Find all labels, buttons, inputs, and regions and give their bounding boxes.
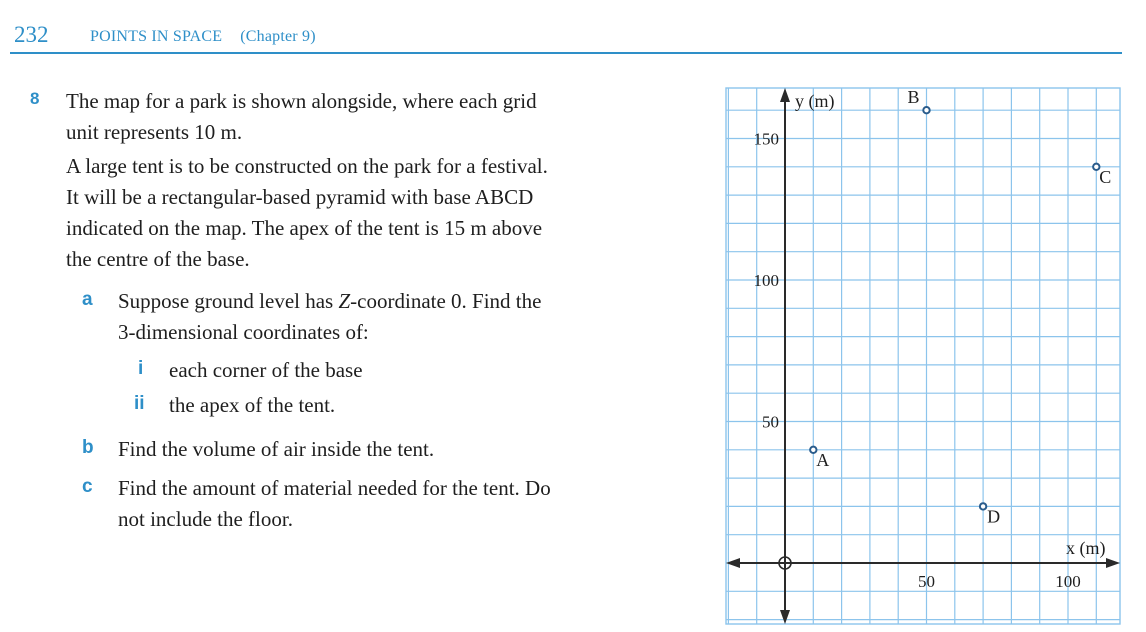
part-a-label: a (82, 289, 93, 310)
part-a-line2: 3-dimensional coordinates of: (118, 320, 369, 344)
y-tick-label: 50 (762, 412, 779, 432)
page-number: 232 (14, 22, 49, 47)
part-a-line1 (118, 286, 541, 317)
tick-labels (754, 130, 1081, 592)
y-tick-label: 100 (753, 271, 779, 290)
x-axis-label: x (m) (1066, 538, 1106, 558)
part-c-line2: not include the floor. (118, 507, 293, 531)
description-line: A large tent is to be constructed on the park for a festival. (66, 154, 548, 178)
part-c-label: c (82, 476, 93, 497)
point-marker (923, 107, 929, 113)
y-axis-label: y (m) (795, 91, 835, 111)
question-number: 8 (30, 89, 40, 108)
part-a-text-post: -coordinate 0. Find the (350, 289, 542, 313)
x-tick-label: 100 (1055, 572, 1081, 591)
part-a-sub-ii-text: the apex of the tent. (169, 393, 336, 417)
point-marker (980, 503, 986, 509)
part-a-text-pre: Suppose ground level has (118, 289, 339, 313)
points (810, 87, 1111, 526)
part-a-sub-i-label: i (138, 358, 144, 379)
y-axis-arrow-down (780, 610, 790, 624)
description-line: the centre of the base. (66, 247, 250, 271)
intro-line: unit represents 10 m. (66, 120, 243, 144)
intro-line: The map for a park is shown alongside, where each grid (66, 89, 537, 113)
part-a-variable: Z (338, 289, 351, 313)
question-description (66, 151, 696, 275)
part-b-label: b (82, 437, 94, 458)
part-b-text: Find the volume of air inside the tent. (118, 437, 435, 461)
description-line: It will be a rectangular-based pyramid with base ABCD (66, 185, 534, 209)
page-header (0, 0, 1146, 56)
point-label: D (987, 506, 1001, 527)
chapter-heading (90, 28, 316, 46)
point-label: A (816, 449, 830, 470)
chapter-title: POINTS IN SPACE (90, 28, 223, 45)
axes (726, 88, 1120, 624)
question-intro (66, 86, 696, 148)
x-tick-label: 50 (918, 572, 935, 591)
y-axis-arrow-up (780, 88, 790, 102)
point-label: B (907, 87, 920, 108)
part-a-sub-ii-label: ii (134, 393, 145, 414)
point-label: C (1099, 166, 1112, 187)
header-rule (10, 52, 1122, 54)
y-tick-label: 150 (753, 129, 779, 149)
part-a-sub-i-text: each corner of the base (169, 358, 363, 382)
part-c-line1: Find the amount of material needed for the tent. Do (118, 476, 551, 500)
chapter-ref: (Chapter 9) (240, 28, 316, 45)
x-axis-arrow-right (1106, 558, 1120, 568)
park-map-grid (722, 84, 1126, 628)
description-line: indicated on the map. The apex of the tent is 15 m above (66, 216, 543, 240)
